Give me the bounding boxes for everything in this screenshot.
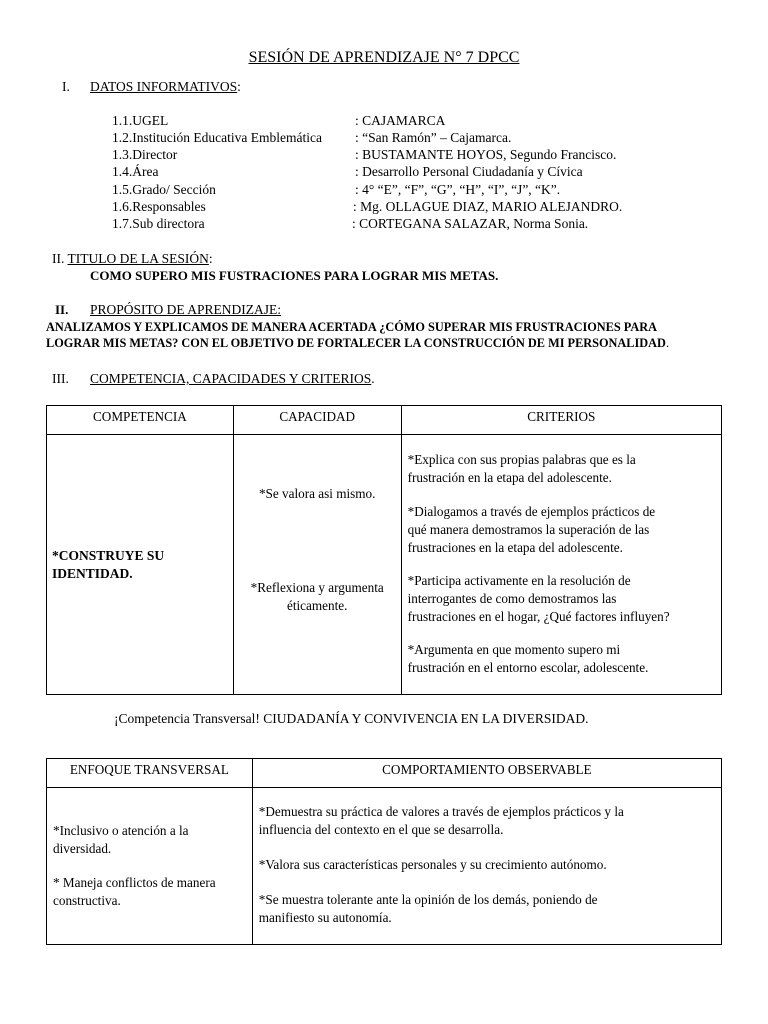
info-label-area: 1.4.Área — [112, 164, 159, 179]
purpose-line-1: ANALIZAMOS Y EXPLICAMOS DE MANERA ACERTADA ¿CÓMO SUPERAR MIS FRUSTRACIONES PARA — [46, 320, 658, 334]
capacidad-cell — [233, 435, 401, 695]
comportamiento-item: *Se muestra tolerante ante la opinión de los demás, poniendo de manifiesto su autonomía. — [258, 892, 598, 925]
info-value-ugel: : CAJAMARCA — [355, 113, 446, 128]
info-label-institucion: 1.2.Institución Educativa Emblemática — [112, 130, 322, 145]
section-2-number: II. — [52, 251, 65, 266]
info-label-grado: 1.5.Grado/ Sección — [112, 182, 216, 197]
info-label-director: 1.3.Director — [112, 147, 178, 162]
criterio-item: *Participa activamente en la resolución de interrogantes de como demostramos las frustraciones en el hogar, ¿Qué factores influyen? — [407, 573, 670, 624]
header-competencia: COMPETENCIA — [47, 406, 234, 435]
comportamiento-cell — [252, 788, 721, 945]
section-2-heading — [52, 251, 213, 267]
comportamiento-item: *Valora sus características personales y su crecimiento autónomo. — [258, 857, 607, 872]
header-capacidad: CAPACIDAD — [233, 406, 401, 435]
transversal-competency: ¡Competencia Transversal! CIUDADANÍA Y CONVIVENCIA EN LA DIVERSIDAD. — [114, 711, 589, 726]
section-4-heading: COMPETENCIA, CAPACIDADES Y CRITERIOS. — [90, 371, 375, 386]
info-label-responsables: 1.6.Responsables — [112, 199, 206, 214]
info-label-subdirectora: 1.7.Sub directora — [112, 216, 205, 231]
info-value-institucion: : “San Ramón” – Cajamarca. — [355, 130, 512, 145]
header-comportamiento: COMPORTAMIENTO OBSERVABLE — [252, 759, 721, 788]
info-value-grado: : 4° “E”, “F”, “G”, “H”, “I”, “J”, “K”. — [355, 182, 561, 197]
capacidad-item: *Se valora asi mismo. — [258, 486, 376, 501]
header-enfoque: ENFOQUE TRANSVERSAL — [47, 759, 253, 788]
competencia-cell: *CONSTRUYE SU IDENTIDAD. — [47, 435, 234, 695]
capacidad-item: *Reflexiona y argumenta éticamente. — [250, 580, 384, 613]
criterio-item: *Argumenta en que momento supero mi frustración en el entorno escolar, adolescente. — [407, 642, 649, 675]
info-value-director: : BUSTAMANTE HOYOS, Segundo Francisco. — [355, 147, 617, 162]
section-2-colon: : — [208, 251, 213, 266]
section-2-label: TITULO DE LA SESIÓN — [67, 251, 209, 266]
info-value-responsables: : Mg. OLLAGUE DIAZ, MARIO ALEJANDRO. — [353, 199, 623, 214]
info-value-subdirectora: : CORTEGANA SALAZAR, Norma Sonia. — [352, 216, 589, 231]
header-criterios: CRITERIOS — [401, 406, 721, 435]
info-value-area: : Desarrollo Personal Ciudadanía y Cívica — [355, 164, 583, 179]
session-title: COMO SUPERO MIS FUSTRACIONES PARA LOGRAR MIS METAS. — [90, 268, 499, 283]
criterio-item: *Dialogamos a través de ejemplos prácticos de qué manera demostramos la superación de las frustraciones en la etapa del adolescente. — [407, 504, 656, 555]
section-4-number: III. — [52, 371, 69, 386]
section-3-label: PROPÓSITO DE APRENDIZAJE: — [90, 302, 282, 317]
section-1-number: I. — [62, 79, 70, 94]
enfoque-cell — [47, 788, 253, 945]
section-1-heading — [90, 79, 241, 95]
enfoque-item: * Maneja conflictos de manera constructiva. — [53, 875, 216, 908]
criterios-cell — [401, 435, 721, 695]
criterio-item: *Explica con sus propias palabras que es la frustración en la etapa del adolescente. — [407, 452, 636, 485]
section-3-number: II. — [55, 302, 69, 317]
enfoque-item: *Inclusivo o atención a la diversidad. — [53, 823, 189, 856]
section-4-label: COMPETENCIA, CAPACIDADES Y CRITERIOS — [90, 371, 372, 386]
comportamiento-item: *Demuestra su práctica de valores a través de ejemplos prácticos y la influencia del contexto en el que se desarrolla. — [258, 804, 624, 837]
section-1-label: DATOS INFORMATIVOS — [90, 79, 238, 94]
page-title: SESIÓN DE APRENDIZAJE N° 7 DPCC — [248, 49, 520, 66]
purpose-line-2: LOGRAR MIS METAS? CON EL OBJETIVO DE FORTALECER LA CONSTRUCCIÓN DE MI PERSONALIDAD. — [46, 336, 670, 350]
competency-table — [46, 405, 722, 695]
transversal-table — [46, 758, 722, 945]
info-label-ugel: 1.1.UGEL — [112, 113, 169, 128]
section-1-colon: : — [237, 79, 241, 94]
